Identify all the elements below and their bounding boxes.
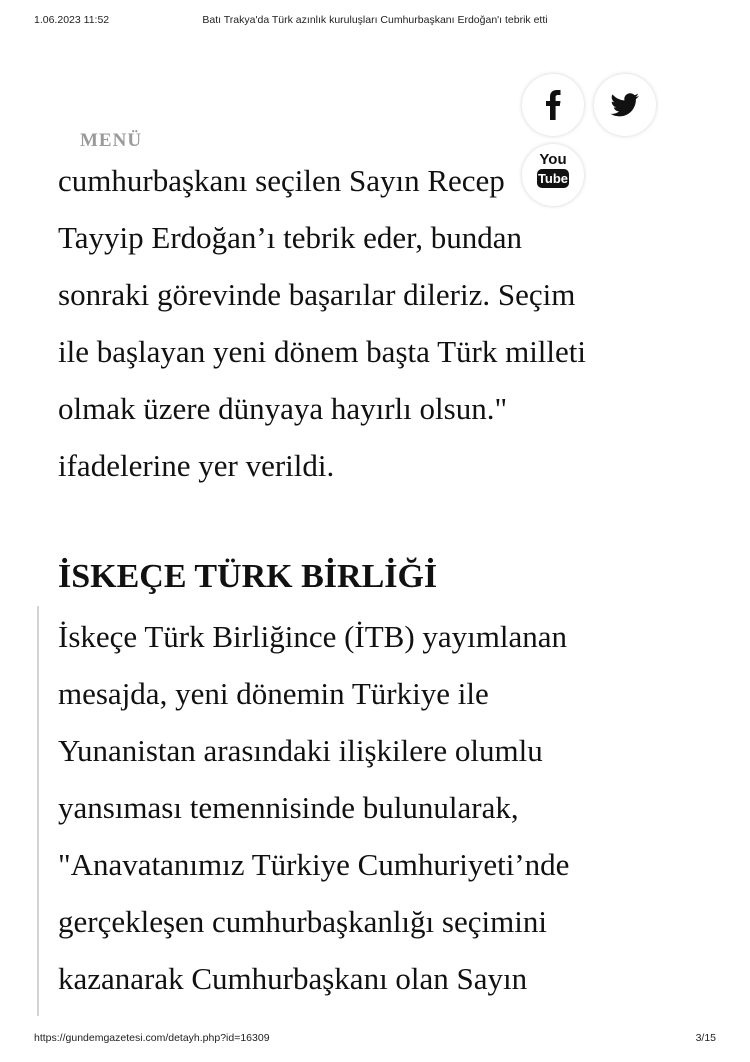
facebook-button[interactable] <box>522 74 584 136</box>
paragraph-line: kazanarak Cumhurbaşkanı olan Sayın <box>58 961 528 996</box>
youtube-icon: You <box>539 151 567 168</box>
paragraph-line: İskeçe Türk Birliğince (İTB) yayımlanan <box>58 619 568 654</box>
twitter-icon <box>594 74 656 136</box>
paragraph-line: gerçekleşen cumhurbaşkanlığı seçimini <box>58 904 547 939</box>
print-url: https://gundemgazetesi.com/detayh.php?id=16309 <box>34 1032 270 1044</box>
paragraph-line: "Anavatanımız Türkiye Cumhuriyeti’nde <box>58 847 570 882</box>
paragraph-line: sonraki görevinde başarılar dileriz. Seçim <box>58 277 576 312</box>
print-date: 1.06.2023 11:52 <box>34 14 110 26</box>
paragraph-line: mesajda, yeni dönemin Türkiye ile <box>58 676 489 711</box>
paragraph-line: Tayyip Erdoğan’ı tebrik eder, bundan <box>58 220 523 255</box>
quote-divider <box>37 606 39 1016</box>
youtube-logo-tube: Tube <box>537 171 569 186</box>
twitter-button[interactable] <box>594 74 656 136</box>
paragraph-line: ile başlayan yeni dönem başta Türk milleti <box>58 334 587 369</box>
page-number: 3/15 <box>695 1032 716 1044</box>
paragraph-line: yansıması temennisinde bulunularak, <box>58 790 519 825</box>
facebook-icon <box>522 74 584 136</box>
paragraph-line: cumhurbaşkanı seçilen Sayın Recep <box>58 163 505 198</box>
paragraph-line: ifadelerine yer verildi. <box>58 448 335 483</box>
youtube-button[interactable] <box>522 144 584 206</box>
section-heading: İSKEÇE TÜRK BİRLİĞİ <box>58 558 438 595</box>
article-content <box>58 0 718 1020</box>
menu-button[interactable]: MENÜ <box>80 130 143 151</box>
article-paragraph-2 <box>58 608 569 1007</box>
article-paragraph-1 <box>58 152 586 494</box>
paragraph-line: Yunanistan arasındaki ilişkilere olumlu <box>58 733 543 768</box>
paragraph-line: olmak üzere dünyaya hayırlı olsun." <box>58 391 508 426</box>
print-page-title: Batı Trakya'da Türk azınlık kuruluşları Cumhurbaşkanı Erdoğan'ı tebrik etti <box>202 14 548 26</box>
print-footer <box>34 1032 716 1048</box>
